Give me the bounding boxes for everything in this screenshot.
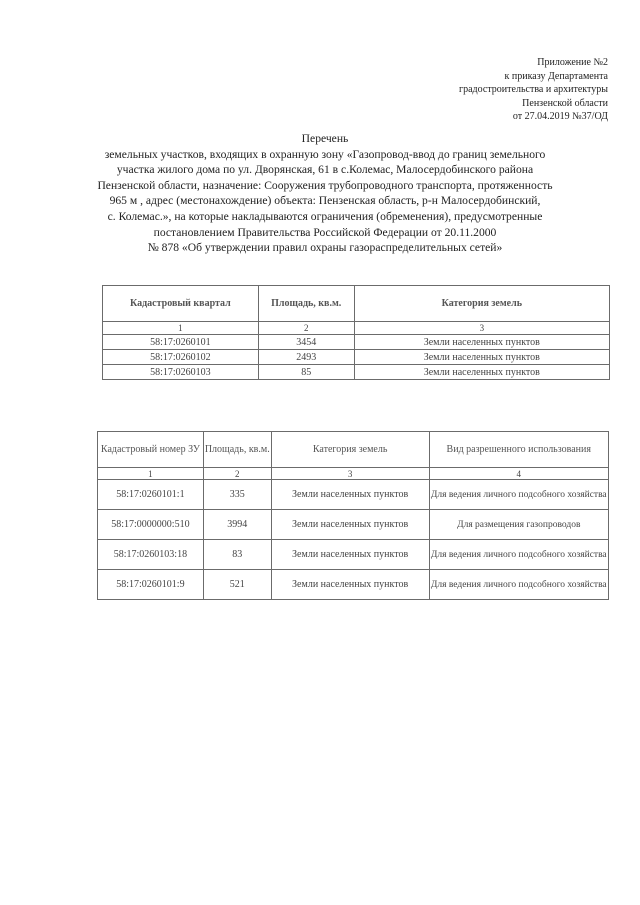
table-row (98, 510, 609, 540)
appendix-line: к приказу Департамента (504, 70, 608, 82)
land-plots-table (97, 431, 609, 600)
column-header: Вид разрешенного использования (429, 432, 608, 468)
cadastral-quarter-cell: 58:17:0260101 (103, 335, 259, 350)
land-category-cell: Земли населенных пунктов (271, 540, 429, 570)
column-number: 1 (98, 468, 204, 480)
column-header: Категория земель (354, 286, 609, 322)
appendix-line: градостроительства и архитектуры (459, 84, 608, 95)
permitted-use-cell: Для ведения личного подсобного хозяйства (429, 540, 608, 570)
column-number-row (103, 322, 610, 335)
heading-line: № 878 «Об утверждении правил охраны газораспределительных сетей» (147, 241, 503, 255)
column-number-row (98, 468, 609, 480)
heading-line: земельных участков, входящих в охранную зону «Газопровод-ввод до границ земельного (104, 147, 546, 161)
area-cell: 2493 (258, 350, 354, 365)
area-cell: 3994 (203, 510, 271, 540)
land-category-cell: Земли населенных пунктов (354, 335, 609, 350)
table-header-row (103, 286, 610, 322)
column-header: Площадь, кв.м. (258, 286, 354, 322)
area-cell: 83 (203, 540, 271, 570)
area-cell: 335 (203, 480, 271, 510)
permitted-use-cell: Для ведения личного подсобного хозяйства (429, 480, 608, 510)
table-row (98, 540, 609, 570)
table-row (98, 480, 609, 510)
cadastral-number-cell: 58:17:0000000:510 (98, 510, 204, 540)
column-number: 1 (103, 322, 259, 335)
column-header: Площадь, кв.м. (203, 432, 271, 468)
cadastral-quarters-table (102, 285, 610, 380)
land-category-cell: Земли населенных пунктов (354, 365, 609, 380)
column-number: 3 (354, 322, 609, 335)
permitted-use-cell: Для ведения личного подсобного хозяйства (429, 570, 608, 600)
heading-line: участка жилого дома по ул. Дворянская, 61 в с.Колемас, Малосердобинского района (116, 163, 534, 177)
column-header: Кадастровый номер ЗУ (98, 432, 204, 468)
column-header: Кадастровый квартал (103, 286, 259, 322)
heading-line: 965 м , адрес (местонахождение) объекта: Пензенская область, р-н Малосердобинский, (109, 194, 541, 208)
column-number: 2 (258, 322, 354, 335)
table-row (98, 570, 609, 600)
land-category-cell: Земли населенных пунктов (354, 350, 609, 365)
area-cell: 521 (203, 570, 271, 600)
appendix-line: Пензенской области (522, 97, 608, 109)
document-heading (60, 131, 590, 256)
permitted-use-cell: Для размещения газопроводов (429, 510, 608, 540)
table-row (103, 365, 610, 380)
appendix-block (459, 56, 608, 124)
column-header: Категория земель (271, 432, 429, 468)
heading-line: постановлением Правительства Российской Федерации от 20.11.2000 (153, 225, 497, 239)
land-category-cell: Земли населенных пунктов (271, 570, 429, 600)
cadastral-quarter-cell: 58:17:0260103 (103, 365, 259, 380)
column-number: 2 (203, 468, 271, 480)
area-cell: 85 (258, 365, 354, 380)
heading-line: с. Колемас.», на которые накладываются ограничения (обременения), предусмотренные (107, 209, 543, 223)
cadastral-number-cell: 58:17:0260103:18 (98, 540, 204, 570)
land-category-cell: Земли населенных пунктов (271, 510, 429, 540)
column-number: 3 (271, 468, 429, 480)
table-row (103, 335, 610, 350)
appendix-line: Приложение №2 (537, 57, 608, 68)
cadastral-number-cell: 58:17:0260101:9 (98, 570, 204, 600)
cadastral-number-cell: 58:17:0260101:1 (98, 480, 204, 510)
table-header-row (98, 432, 609, 468)
heading-line: Пензенской области, назначение: Сооружения трубопроводного транспорта, протяженность (97, 178, 553, 192)
appendix-line: от 27.04.2019 №37/ОД (512, 111, 608, 122)
cadastral-quarter-cell: 58:17:0260102 (103, 350, 259, 365)
area-cell: 3454 (258, 335, 354, 350)
heading-title: Перечень (301, 132, 349, 145)
column-number: 4 (429, 468, 608, 480)
table-row (103, 350, 610, 365)
land-category-cell: Земли населенных пунктов (271, 480, 429, 510)
